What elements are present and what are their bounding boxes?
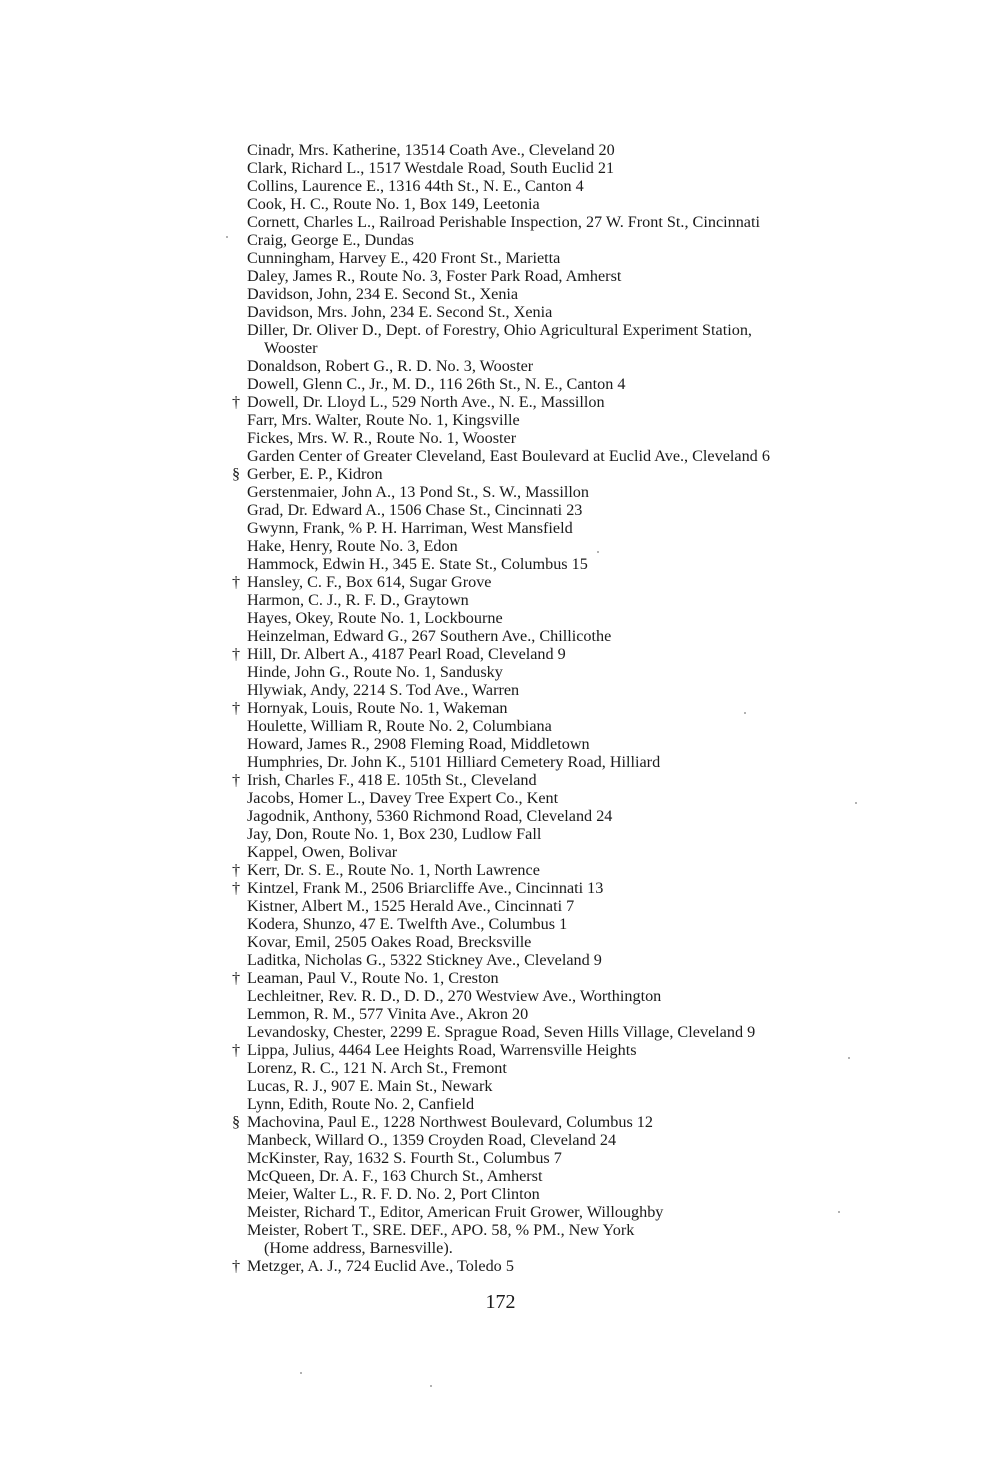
directory-entry [230, 771, 930, 789]
directory-entry [230, 861, 930, 879]
entry-text: Manbeck, Willard O., 1359 Croyden Road, Cleveland 24 [247, 1131, 617, 1149]
entry-text: Jay, Don, Route No. 1, Box 230, Ludlow Fall [247, 825, 542, 843]
directory-entry [230, 1023, 930, 1041]
entry-mark: § [232, 1113, 241, 1131]
directory-entry [230, 1095, 930, 1113]
entry-text: Dowell, Dr. Lloyd L., 529 North Ave., N. E., Massillon [247, 393, 605, 411]
entry-text: McKinster, Ray, 1632 S. Fourth St., Columbus 7 [247, 1149, 562, 1167]
directory-entry [230, 717, 930, 735]
directory-entry [230, 213, 930, 231]
entry-text: Meister, Richard T., Editor, American Fruit Grower, Willoughby [247, 1203, 664, 1221]
entry-text: Fickes, Mrs. W. R., Route No. 1, Wooster [247, 429, 517, 447]
entry-text: Collins, Laurence E., 1316 44th St., N. E., Canton 4 [247, 177, 584, 195]
entry-text: Davidson, John, 234 E. Second St., Xenia [247, 285, 519, 303]
entry-text: Cinadr, Mrs. Katherine, 13514 Coath Ave., Cleveland 20 [247, 141, 615, 159]
directory-entry [230, 429, 930, 447]
directory-entry [230, 537, 930, 555]
print-speck [838, 1211, 840, 1213]
entry-text: Hayes, Okey, Route No. 1, Lockbourne [247, 609, 503, 627]
entry-text: Cornett, Charles L., Railroad Perishable Inspection, 27 W. Front St., Cincinnati [247, 213, 760, 231]
entry-continuation: (Home address, Barnesville). [264, 1239, 453, 1257]
directory-entry [230, 1257, 930, 1275]
entry-text: Hornyak, Louis, Route No. 1, Wakeman [247, 699, 508, 717]
entry-text: Farr, Mrs. Walter, Route No. 1, Kingsville [247, 411, 520, 429]
entry-text: Lechleitner, Rev. R. D., D. D., 270 Westview Ave., Worthington [247, 987, 662, 1005]
entry-text: Jacobs, Homer L., Davey Tree Expert Co., Kent [247, 789, 559, 807]
entry-text: Garden Center of Greater Cleveland, East Boulevard at Euclid Ave., Cleveland 6 [247, 447, 770, 465]
entry-text: Lemmon, R. M., 577 Vinita Ave., Akron 20 [247, 1005, 529, 1023]
directory-entry [230, 1041, 930, 1059]
entry-text: Heinzelman, Edward G., 267 Southern Ave., Chillicothe [247, 627, 612, 645]
entry-mark: † [232, 879, 241, 897]
directory-entry [230, 375, 930, 393]
print-speck [430, 1385, 432, 1387]
directory-entry [230, 519, 930, 537]
directory-entry [230, 951, 930, 969]
entry-text: Kodera, Shunzo, 47 E. Twelfth Ave., Columbus 1 [247, 915, 568, 933]
entry-text: Hansley, C. F., Box 614, Sugar Grove [247, 573, 492, 591]
print-speck [855, 802, 857, 804]
directory-entry [230, 789, 930, 807]
entry-mark: † [232, 573, 241, 591]
entry-text: Harmon, C. J., R. F. D., Graytown [247, 591, 469, 609]
entry-text: Hammock, Edwin H., 345 E. State St., Columbus 15 [247, 555, 588, 573]
directory-entry [230, 555, 930, 573]
entry-text: Lorenz, R. C., 121 N. Arch St., Fremont [247, 1059, 507, 1077]
entry-mark: † [232, 1041, 241, 1059]
entry-text: Meister, Robert T., SRE. DEF., APO. 58, % PM., New York [247, 1221, 635, 1239]
entry-text: Hinde, John G., Route No. 1, Sandusky [247, 663, 503, 681]
directory-entry [230, 915, 930, 933]
entry-text: Howard, James R., 2908 Fleming Road, Middletown [247, 735, 590, 753]
directory-entry [230, 1131, 930, 1149]
directory-entry [230, 177, 930, 195]
entry-mark: † [232, 969, 241, 987]
entry-text: Lynn, Edith, Route No. 2, Canfield [247, 1095, 475, 1113]
entry-text: Kistner, Albert M., 1525 Herald Ave., Cincinnati 7 [247, 897, 575, 915]
directory-entry [230, 1113, 930, 1131]
entry-text: Craig, George E., Dundas [247, 231, 414, 249]
directory-entry [230, 303, 930, 321]
directory-entry [230, 987, 930, 1005]
directory-entry [230, 645, 930, 663]
directory-entry [230, 969, 930, 987]
directory-entry [230, 1059, 930, 1077]
print-speck [597, 551, 599, 553]
entry-mark: § [232, 465, 241, 483]
directory-entry [230, 807, 930, 825]
directory-entry [230, 663, 930, 681]
directory-entry [230, 159, 930, 177]
directory-entry [230, 627, 930, 645]
directory-entry [230, 1077, 930, 1095]
print-speck [300, 1372, 302, 1374]
entry-text: Clark, Richard L., 1517 Westdale Road, South Euclid 21 [247, 159, 615, 177]
directory-entry [230, 195, 930, 213]
entry-continuation: Wooster [264, 339, 318, 357]
entry-text: Jagodnik, Anthony, 5360 Richmond Road, Cleveland 24 [247, 807, 613, 825]
entry-text: Grad, Dr. Edward A., 1506 Chase St., Cincinnati 23 [247, 501, 583, 519]
directory-entry [230, 1167, 930, 1185]
entry-text: Irish, Charles F., 418 E. 105th St., Cleveland [247, 771, 537, 789]
entry-mark: † [232, 393, 241, 411]
directory-entry [230, 1005, 930, 1023]
directory-entry [230, 411, 930, 429]
page-number: 172 [485, 1291, 516, 1313]
directory-entry [230, 141, 930, 159]
entry-text: Dowell, Glenn C., Jr., M. D., 116 26th St., N. E., Canton 4 [247, 375, 626, 393]
directory-entry [230, 483, 930, 501]
directory-entry [230, 357, 930, 375]
directory-entry [230, 591, 930, 609]
directory-entry [230, 285, 930, 303]
print-speck [744, 712, 746, 714]
entry-text: Cook, H. C., Route No. 1, Box 149, Leetonia [247, 195, 540, 213]
entry-mark: † [232, 861, 241, 879]
entry-text: Hill, Dr. Albert A., 4187 Pearl Road, Cleveland 9 [247, 645, 566, 663]
entry-text: Levandosky, Chester, 2299 E. Sprague Road, Seven Hills Village, Cleveland 9 [247, 1023, 756, 1041]
print-speck [848, 1057, 850, 1059]
directory-entry [230, 735, 930, 753]
directory-entry [230, 699, 930, 717]
entry-text: Meier, Walter L., R. F. D. No. 2, Port Clinton [247, 1185, 540, 1203]
entry-text: Cunningham, Harvey E., 420 Front St., Marietta [247, 249, 561, 267]
entry-mark: † [232, 645, 241, 663]
entry-text: Gerber, E. P., Kidron [247, 465, 383, 483]
directory-entry [230, 933, 930, 951]
directory-list [230, 141, 930, 1275]
directory-entry [230, 681, 930, 699]
print-speck [226, 236, 228, 238]
directory-entry [230, 1221, 930, 1257]
entry-text: Kerr, Dr. S. E., Route No. 1, North Lawrence [247, 861, 540, 879]
directory-entry [230, 573, 930, 591]
entry-text: Diller, Dr. Oliver D., Dept. of Forestry, Ohio Agricultural Experiment Station, [247, 321, 752, 339]
entry-text: Kovar, Emil, 2505 Oakes Road, Brecksville [247, 933, 532, 951]
entry-text: Davidson, Mrs. John, 234 E. Second St., Xenia [247, 303, 553, 321]
entry-text: McQueen, Dr. A. F., 163 Church St., Amherst [247, 1167, 543, 1185]
entry-text: Laditka, Nicholas G., 5322 Stickney Ave., Cleveland 9 [247, 951, 602, 969]
entry-text: Hake, Henry, Route No. 3, Edon [247, 537, 458, 555]
directory-entry [230, 1185, 930, 1203]
directory-entry [230, 609, 930, 627]
directory-entry [230, 897, 930, 915]
entry-text: Machovina, Paul E., 1228 Northwest Boulevard, Columbus 12 [247, 1113, 653, 1131]
directory-entry [230, 1149, 930, 1167]
directory-entry [230, 393, 930, 411]
entry-text: Lippa, Julius, 4464 Lee Heights Road, Warrensville Heights [247, 1041, 637, 1059]
entry-text: Houlette, William R, Route No. 2, Columbiana [247, 717, 552, 735]
directory-entry [230, 465, 930, 483]
entry-text: Gwynn, Frank, % P. H. Harriman, West Mansfield [247, 519, 573, 537]
directory-entry [230, 267, 930, 285]
entry-mark: † [232, 771, 241, 789]
directory-entry [230, 249, 930, 267]
entry-mark: † [232, 699, 241, 717]
directory-entry [230, 501, 930, 519]
directory-entry [230, 1203, 930, 1221]
entry-text: Kappel, Owen, Bolivar [247, 843, 398, 861]
entry-text: Lucas, R. J., 907 E. Main St., Newark [247, 1077, 493, 1095]
entry-text: Gerstenmaier, John A., 13 Pond St., S. W., Massillon [247, 483, 589, 501]
directory-entry [230, 447, 930, 465]
directory-entry [230, 321, 930, 357]
directory-entry [230, 231, 930, 249]
entry-text: Leaman, Paul V., Route No. 1, Creston [247, 969, 499, 987]
entry-text: Metzger, A. J., 724 Euclid Ave., Toledo 5 [247, 1257, 514, 1275]
entry-text: Kintzel, Frank M., 2506 Briarcliffe Ave., Cincinnati 13 [247, 879, 604, 897]
entry-text: Hlywiak, Andy, 2214 S. Tod Ave., Warren [247, 681, 520, 699]
entry-text: Daley, James R., Route No. 3, Foster Park Road, Amherst [247, 267, 622, 285]
entry-text: Donaldson, Robert G., R. D. No. 3, Wooster [247, 357, 534, 375]
entry-mark: † [232, 1257, 241, 1275]
directory-entry [230, 879, 930, 897]
directory-entry [230, 843, 930, 861]
directory-entry [230, 753, 930, 771]
entry-text: Humphries, Dr. John K., 5101 Hilliard Cemetery Road, Hilliard [247, 753, 661, 771]
directory-entry [230, 825, 930, 843]
